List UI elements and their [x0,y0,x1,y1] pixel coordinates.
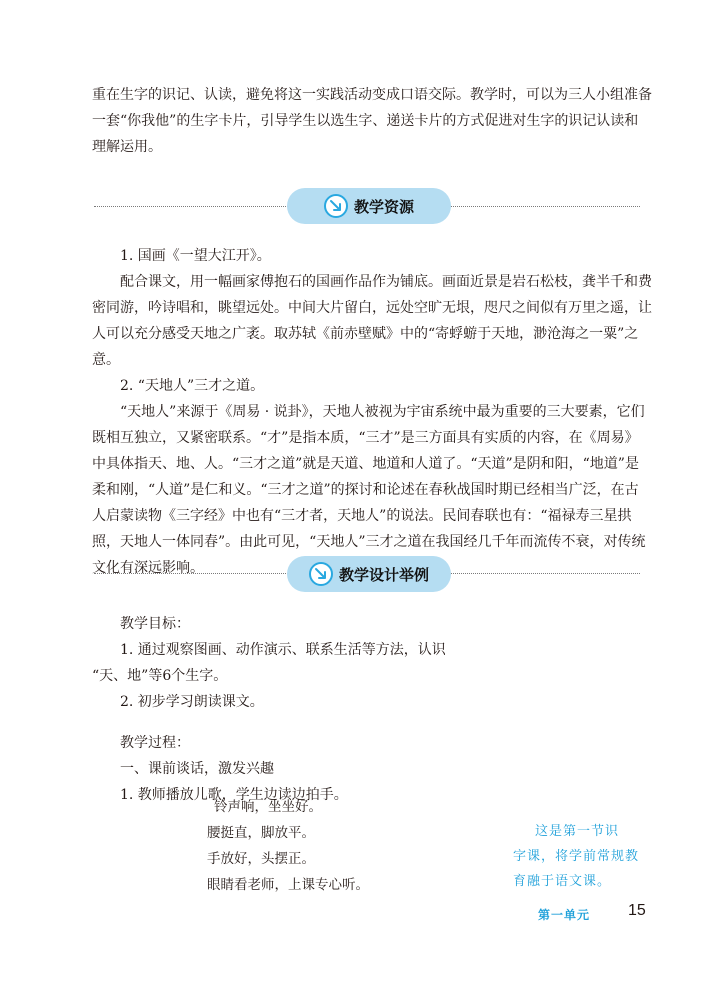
rhyme-line: 手放好，头摆正。 [207,851,315,867]
goals-block [92,611,652,715]
process-step-1-1: 1. 教师播放儿歌，学生边读边拍手。 [120,787,348,803]
resources-content [92,243,652,581]
rhyme-block [207,794,369,898]
arrow-down-right-icon [324,194,348,218]
section-title-design: 教学设计举例 [338,565,429,584]
side-note-line: 字课，将学前常规教 [513,849,640,864]
intro-text: 重在生字的识记、认读，避免将这一实践活动变成口语交际。教学时，可以为三人小组准备一套“你我他”的生字卡片，引导学生以选生字、递送卡片的方式促进对生字的识记认读和理解运用。 [92,87,652,155]
resource-item-2-title: 2. “天地人”三才之道。 [120,378,265,394]
resource-item-2-body: “天地人”来源于《周易 · 说卦》，天地人被视为宇宙系统中最为重要的三大要素，它们既相互独立，又紧密联系。“才”是指本质，“三才”是三方面具有实质的内容，在《周易》中具体指天、地、人。“三才之道”就是天道、地道和人道了。“天道”是阴和阳，“地道”是柔和刚，“人道”是仁和义。“三才之道”的探讨和论述在春秋战国时期已经相当广泛，在古人启蒙读物《三字经》中也有“三才者，天地人”的说法。民间春联也有：“福禄寿三星拱照，天地人一体同春”。由此可见，“天地人”三才之道在我国经几千年而流传不衰，对传统文化有深远影响。 [92,404,646,576]
goal-1-line-2: “天、地”等6个生字。 [92,668,228,684]
goal-2: 2. 初步学习朗读课文。 [120,694,264,710]
goals-label: 教学目标： [120,616,190,632]
side-note [513,819,653,894]
process-label: 教学过程： [120,735,190,751]
process-block [92,730,652,808]
intro-paragraph [92,82,652,160]
section-header-resources [287,188,451,224]
goal-1-line-1: 1. 通过观察图画、动作演示、联系生活等方法，认识 [120,642,446,658]
side-note-line: 育融于语文课。 [513,874,612,889]
rhyme-line: 腰挺直，脚放平。 [207,825,315,841]
process-step-1: 一、课前谈话，激发兴趣 [120,761,274,777]
page-number: 15 [628,902,646,919]
section-title-resources: 教学资源 [353,197,414,216]
arrow-down-right-icon [309,562,333,586]
footer-unit-label: 第一单元 [538,908,591,922]
resource-item-1-title: 1. 国画《一望大江开》。 [120,248,271,264]
rhyme-line: 眼睛看老师，上课专心听。 [207,877,369,893]
rhyme-line: 铃声响，坐坐好。 [214,799,322,815]
resource-item-1-body: 配合课文，用一幅画家傅抱石的国画作品作为铺底。画面近景是岩石松枝，龚半千和费密同游，吟诗唱和，眺望远处。中间大片留白，远处空旷无垠，咫尺之间似有万里之遥，让人可以充分感受天地之广袤。取苏轼《前赤壁赋》中的“寄蜉蝣于天地，渺沧海之一粟”之意。 [92,274,652,368]
side-note-line: 这是第一节识 [535,824,620,839]
section-header-design [287,556,451,592]
